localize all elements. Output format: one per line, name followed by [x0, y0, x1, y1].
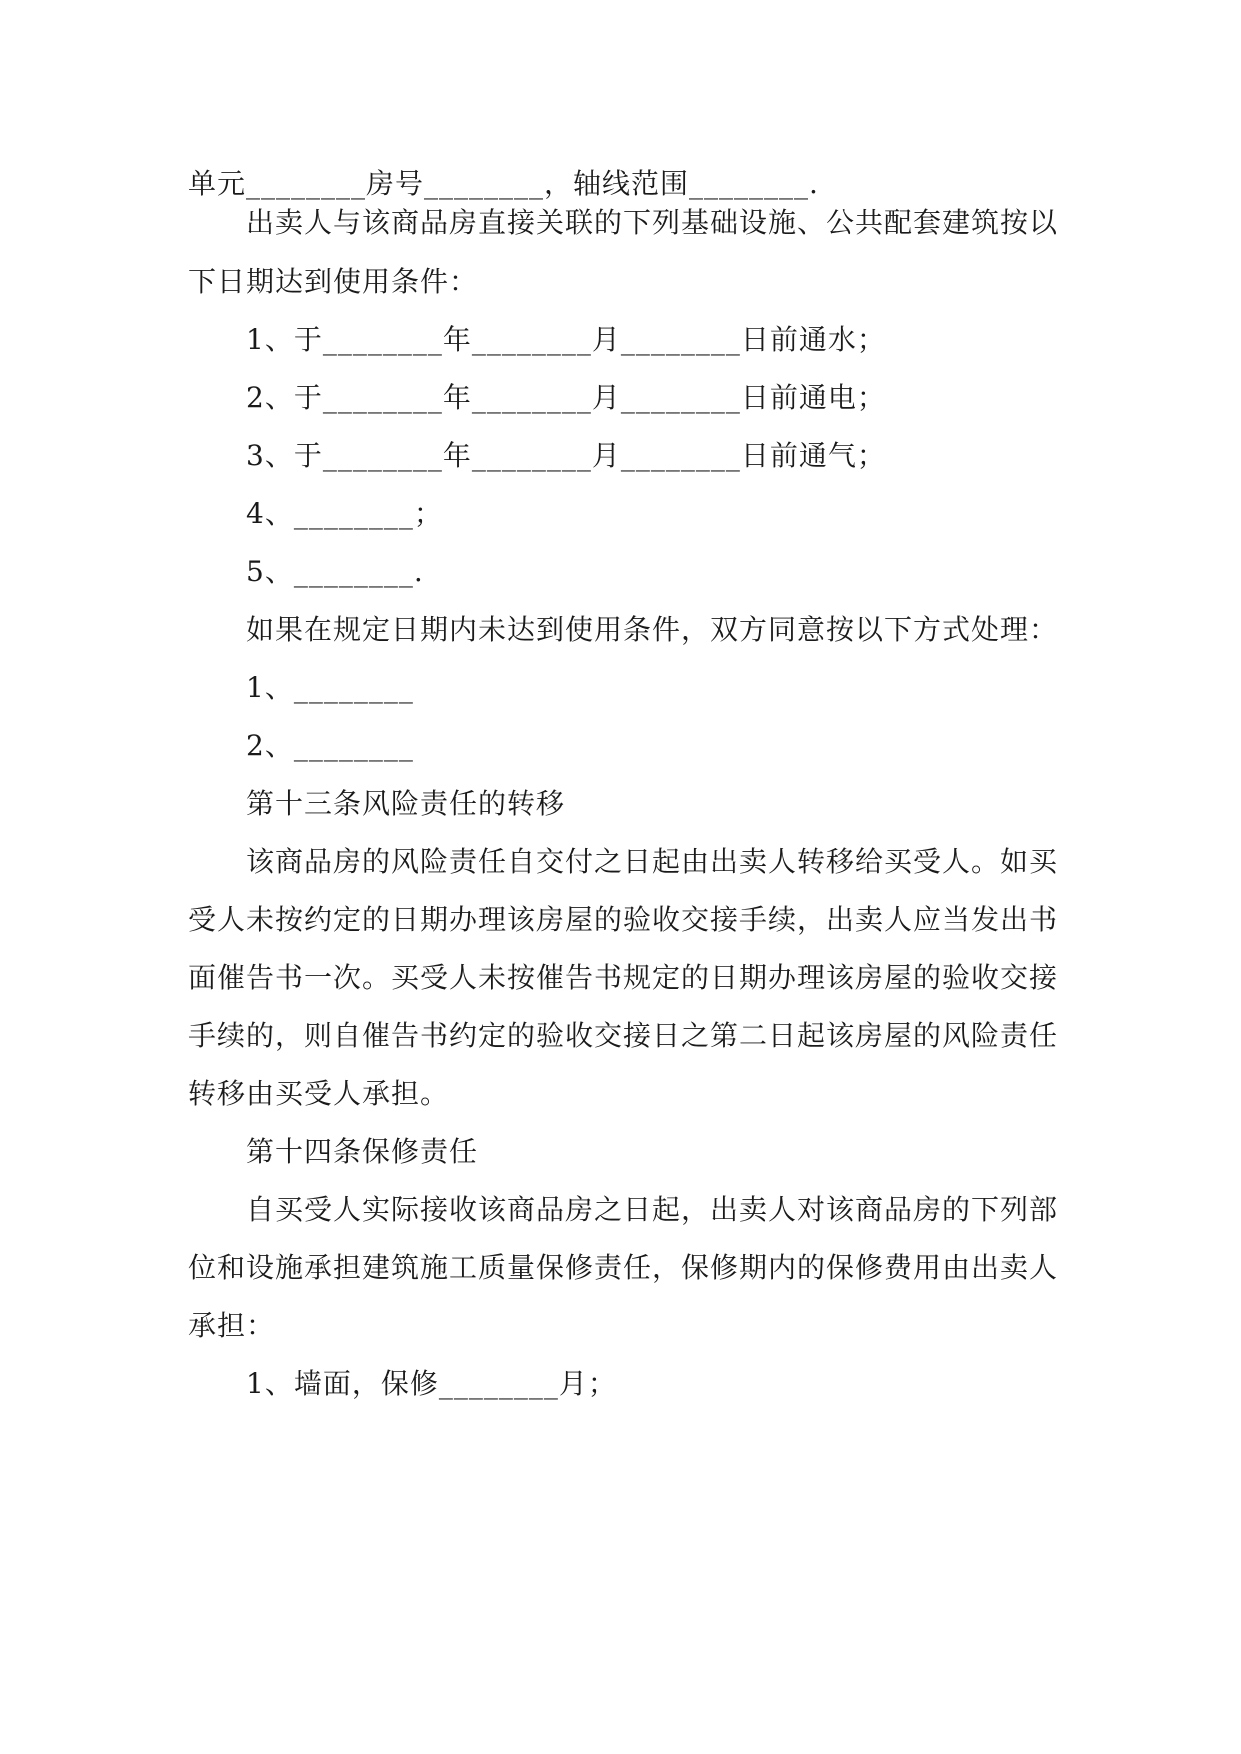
handling-item-2: 2、________ [246, 729, 414, 762]
handling-item-1: 1、________ [246, 671, 414, 704]
infrastructure-paragraph-line-2: 下日期达到使用条件： [188, 265, 479, 298]
article-13-heading: 第十三条风险责任的转移 [246, 787, 566, 820]
risk-paragraph-line-5: 转移由买受人承担。 [188, 1077, 450, 1110]
warranty-paragraph-line-2: 位和设施承担建筑施工质量保修责任，保修期内的保修费用由出卖人 [188, 1251, 1059, 1284]
warranty-paragraph-line-3: 承担： [188, 1309, 276, 1342]
item-water: 1、于________年________月________日前通水； [246, 323, 886, 356]
risk-paragraph-line-3: 面催告书一次。买受人未按催告书规定的日期办理该房屋的验收交接 [188, 961, 1059, 994]
item-gas: 3、于________年________月________日前通气； [246, 439, 886, 472]
failure-handling-paragraph: 如果在规定日期内未达到使用条件，双方同意按以下方式处理： [246, 613, 1059, 646]
unit-room-axis-line: 单元________房号________，轴线范围________. [188, 167, 819, 200]
article-14-heading: 第十四条保修责任 [246, 1135, 479, 1168]
risk-paragraph-line-1: 该商品房的风险责任自交付之日起由出卖人转移给买受人。如买 [246, 845, 1059, 878]
warranty-item-wall: 1、墙面，保修________月； [246, 1367, 617, 1400]
infrastructure-paragraph-line-1: 出卖人与该商品房直接关联的下列基础设施、公共配套建筑按以 [246, 206, 1059, 239]
item-5: 5、________. [246, 555, 424, 588]
risk-paragraph-line-2: 受人未按约定的日期办理该房屋的验收交接手续，出卖人应当发出书 [188, 903, 1059, 936]
item-4: 4、________； [246, 497, 443, 530]
item-electricity: 2、于________年________月________日前通电； [246, 381, 886, 414]
risk-paragraph-line-4: 手续的，则自催告书约定的验收交接日之第二日起该房屋的风险责任 [188, 1019, 1059, 1052]
warranty-paragraph-line-1: 自买受人实际接收该商品房之日起，出卖人对该商品房的下列部 [246, 1193, 1059, 1226]
